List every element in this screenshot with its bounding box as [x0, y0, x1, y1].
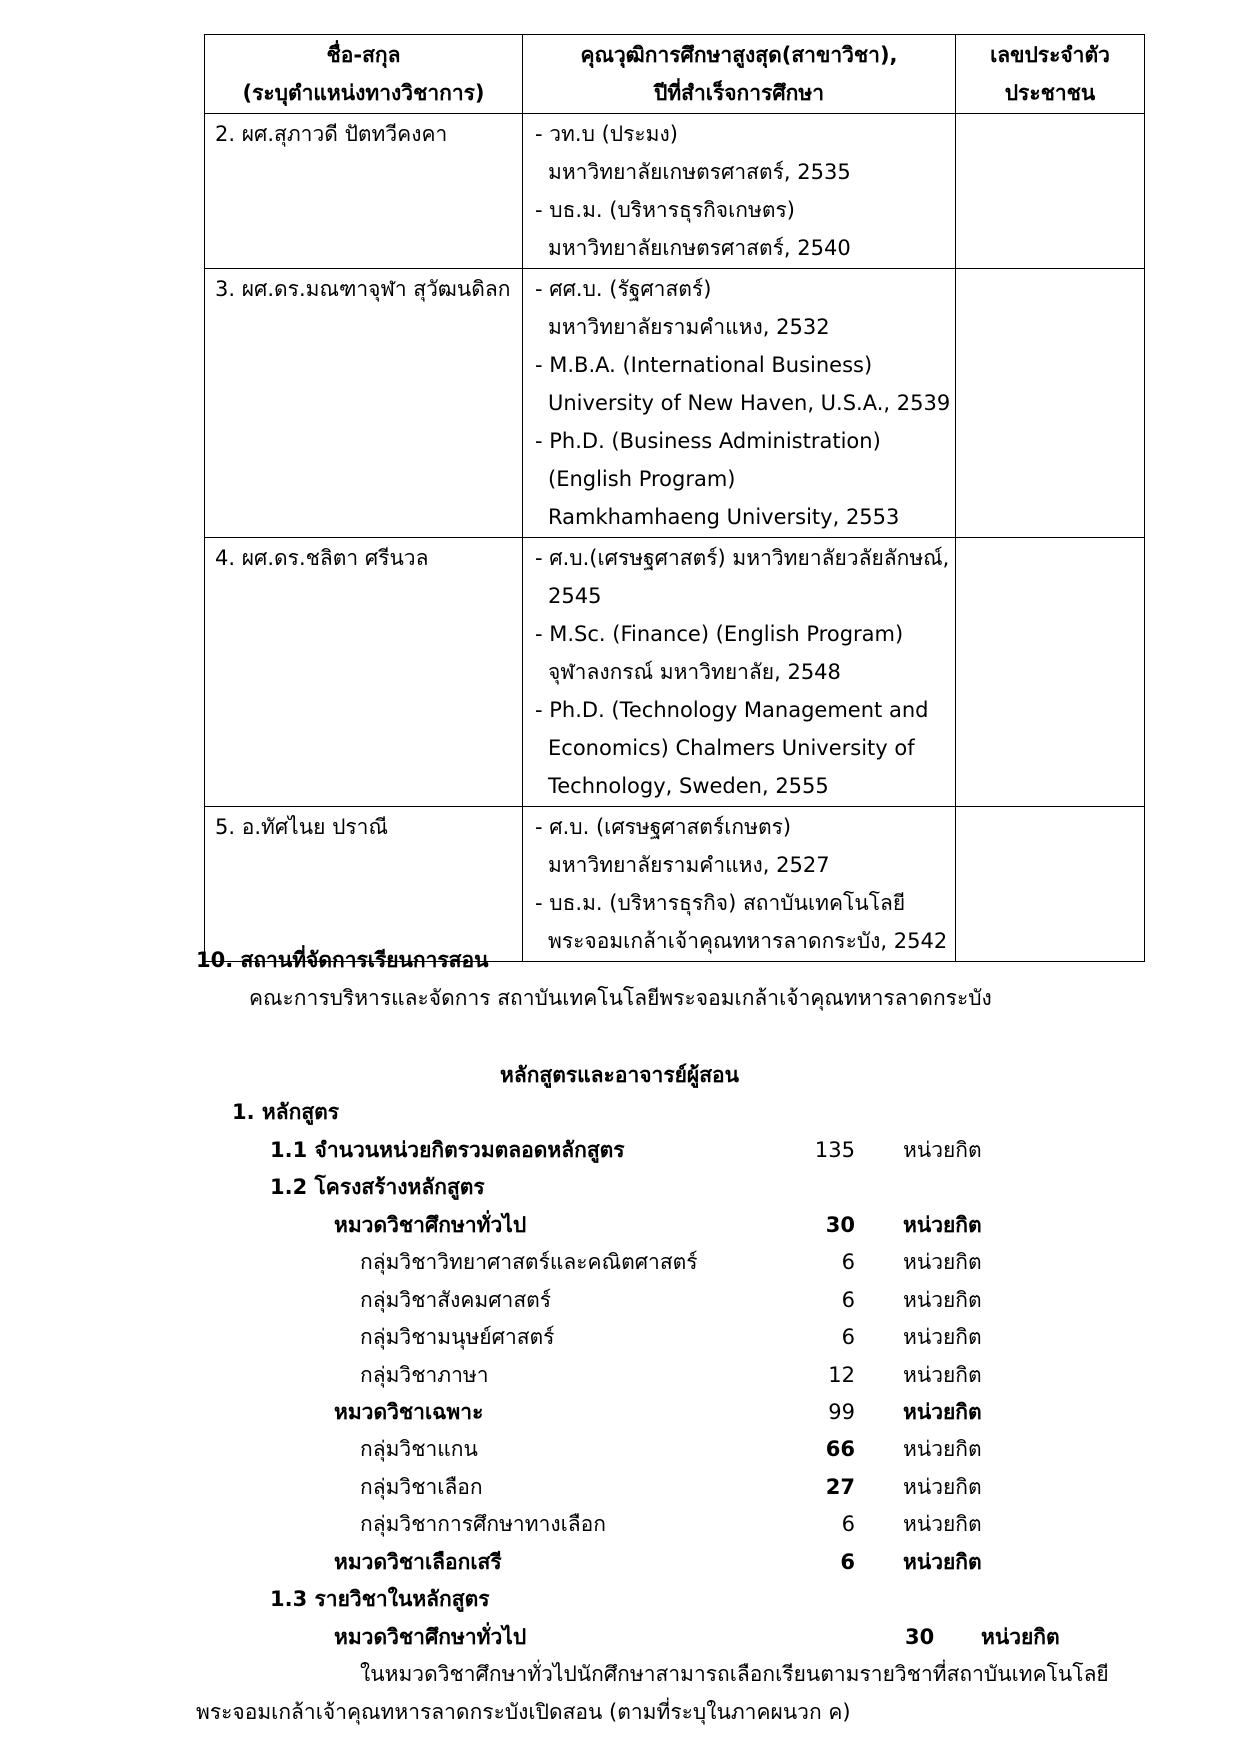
general-category-unit: หน่วยกิต — [903, 1213, 982, 1237]
free-category-value: 6 — [840, 1550, 855, 1574]
qualification-line: - วท.บ (ประมง) — [535, 115, 954, 153]
lecturer-qualifications — [523, 807, 956, 962]
subcategory-label: กลุ่มวิชาสังคมศาสตร์ — [360, 1287, 552, 1312]
section-10-heading: 10. สถานที่จัดการเรียนการสอน — [196, 948, 489, 972]
qualification-line: - M.Sc. (Finance) (English Program) — [535, 615, 954, 653]
subcategory-label: กลุ่มวิชาภาษา — [360, 1362, 489, 1387]
heading-1: 1. หลักสูตร — [232, 1100, 340, 1124]
qualification-line: (English Program) — [548, 467, 736, 491]
header-qualification: คุณวุฒิการศึกษาสูงสุด(สาขาวิชา), ปีที่สำเร็จการศึกษา — [523, 35, 956, 114]
specific-category-unit: หน่วยกิต — [903, 1400, 982, 1424]
s13-general-unit: หน่วยกิต — [981, 1625, 1060, 1649]
subcategory-label: กลุ่มวิชาวิทยาศาสตร์และคณิตศาสตร์ — [360, 1250, 698, 1274]
free-category-unit: หน่วยกิต — [903, 1550, 982, 1574]
table-row — [205, 538, 1145, 807]
subcategory-label: กลุ่มวิชาแกน — [360, 1437, 478, 1461]
general-category-label: หมวดวิชาศึกษาทั่วไป — [334, 1213, 527, 1237]
item-1-1-value: 135 — [814, 1138, 855, 1162]
lecturer-name: 4. ผศ.ดร.ชลิตา ศรีนวล — [205, 538, 523, 807]
lecturer-name: 2. ผศ.สุภาวดี ปัตทวีคงคา — [205, 114, 523, 269]
specific-category-label: หมวดวิชาเฉพาะ — [334, 1400, 484, 1424]
general-category-value: 30 — [825, 1213, 855, 1237]
subcategory-unit: หน่วยกิต — [903, 1474, 982, 1499]
subcategory-unit: หน่วยกิต — [903, 1287, 982, 1312]
qualification-line: Economics) Chalmers University of — [548, 736, 915, 760]
qualification-line: Technology, Sweden, 2555 — [548, 774, 829, 798]
qualification-line: มหาวิทยาลัยรามคำแหง, 2527 — [548, 853, 830, 877]
qualification-line: มหาวิทยาลัยรามคำแหง, 2532 — [548, 315, 830, 339]
qualification-line: มหาวิทยาลัยเกษตรศาสตร์, 2540 — [548, 236, 851, 260]
subcategory-value: 27 — [825, 1474, 855, 1499]
s13-general-value: 30 — [905, 1625, 935, 1649]
qualification-line: - บธ.ม. (บริหารธุรกิจเกษตร) — [535, 191, 954, 229]
subcategory-unit: หน่วยกิต — [903, 1362, 982, 1387]
header-name: ชื่อ-สกุล (ระบุตำแหน่งทางวิชาการ) — [205, 35, 523, 114]
qualification-line: Ramkhamhaeng University, 2553 — [548, 505, 900, 529]
lecturer-name: 3. ผศ.ดร.มณฑาจุฬา สุวัฒนดิลก — [205, 269, 523, 538]
subcategory-value: 6 — [841, 1512, 855, 1536]
qualification-line: - Ph.D. (Technology Management and — [535, 691, 954, 729]
table-header-row — [205, 35, 1145, 114]
qualification-line: - ศ.บ.(เศรษฐศาสตร์) มหาวิทยาลัยวลัยลักษณ์, — [535, 539, 954, 577]
qualification-line: จุฬาลงกรณ์ มหาวิทยาลัย, 2548 — [548, 660, 841, 684]
qualification-line: University of New Haven, U.S.A., 2539 — [548, 391, 951, 415]
subcategory-label: กลุ่มวิชามนุษย์ศาสตร์ — [360, 1325, 555, 1349]
subcategory-value: 12 — [828, 1362, 855, 1387]
subcategory-value: 6 — [841, 1250, 855, 1274]
qualification-line: พระจอมเกล้าเจ้าคุณทหารลาดกระบัง, 2542 — [548, 929, 948, 953]
table-row — [205, 114, 1145, 269]
item-1-1-label: 1.1 จำนวนหน่วยกิตรวมตลอดหลักสูตร — [270, 1138, 625, 1162]
subcategory-value: 66 — [825, 1437, 855, 1461]
lecturer-id-number — [956, 538, 1145, 807]
subcategory-value: 6 — [841, 1287, 855, 1312]
lecturer-qualifications — [523, 114, 956, 269]
subcategory-unit: หน่วยกิต — [903, 1512, 982, 1536]
lecturer-id-number — [956, 807, 1145, 962]
lecturer-id-number — [956, 114, 1145, 269]
subcategory-unit: หน่วยกิต — [903, 1250, 982, 1274]
paragraph-line-2: พระจอมเกล้าเจ้าคุณทหารลาดกระบังเปิดสอน (ตามที่ระบุในภาคผนวก ค) — [196, 1700, 851, 1724]
item-1-2-label: 1.2 โครงสร้างหลักสูตร — [270, 1175, 485, 1199]
subcategory-unit: หน่วยกิต — [903, 1437, 982, 1461]
table-row — [205, 807, 1145, 962]
item-1-3-label: 1.3 รายวิชาในหลักสูตร — [270, 1587, 490, 1611]
qualification-line: - M.B.A. (International Business) — [535, 346, 954, 384]
free-category-label: หมวดวิชาเลือกเสรี — [334, 1550, 502, 1574]
qualification-line: มหาวิทยาลัยเกษตรศาสตร์, 2535 — [548, 160, 851, 184]
subcategory-label: กลุ่มวิชาเลือก — [360, 1474, 483, 1499]
s13-general-label: หมวดวิชาศึกษาทั่วไป — [334, 1625, 527, 1649]
qualification-line: - ศศ.บ. (รัฐศาสตร์) — [535, 270, 954, 308]
lecturer-name: 5. อ.ทัศไนย ปราณี — [205, 807, 523, 962]
lecturer-qualifications — [523, 269, 956, 538]
subcategory-label: กลุ่มวิชาการศึกษาทางเลือก — [360, 1512, 606, 1536]
header-id: เลขประจำตัว ประชาชน — [956, 35, 1145, 114]
qualification-line: - ศ.บ. (เศรษฐศาสตร์เกษตร) — [535, 808, 954, 846]
faculty-table — [204, 34, 1145, 962]
section-10-text: คณะการบริหารและจัดการ สถาบันเทคโนโลยีพระจอมเกล้าเจ้าคุณทหารลาดกระบัง — [249, 986, 992, 1010]
item-1-1-unit: หน่วยกิต — [903, 1138, 982, 1162]
paragraph-line-1: ในหมวดวิชาศึกษาทั่วไปนักศึกษาสามารถเลือกเรียนตามรายวิชาที่สถาบันเทคโนโลยี — [360, 1662, 1109, 1686]
qualification-line: - Ph.D. (Business Administration) — [535, 422, 954, 460]
subcategory-unit: หน่วยกิต — [903, 1325, 982, 1349]
subcategory-value: 6 — [841, 1325, 855, 1349]
curriculum-title: หลักสูตรและอาจารย์ผู้สอน — [499, 1063, 740, 1087]
qualification-line: - บธ.ม. (บริหารธุรกิจ) สถาบันเทคโนโลยี — [535, 884, 954, 922]
specific-category-value: 99 — [828, 1400, 855, 1424]
lecturer-id-number — [956, 269, 1145, 538]
lecturer-qualifications — [523, 538, 956, 807]
table-row — [205, 269, 1145, 538]
qualification-line: 2545 — [548, 584, 602, 608]
